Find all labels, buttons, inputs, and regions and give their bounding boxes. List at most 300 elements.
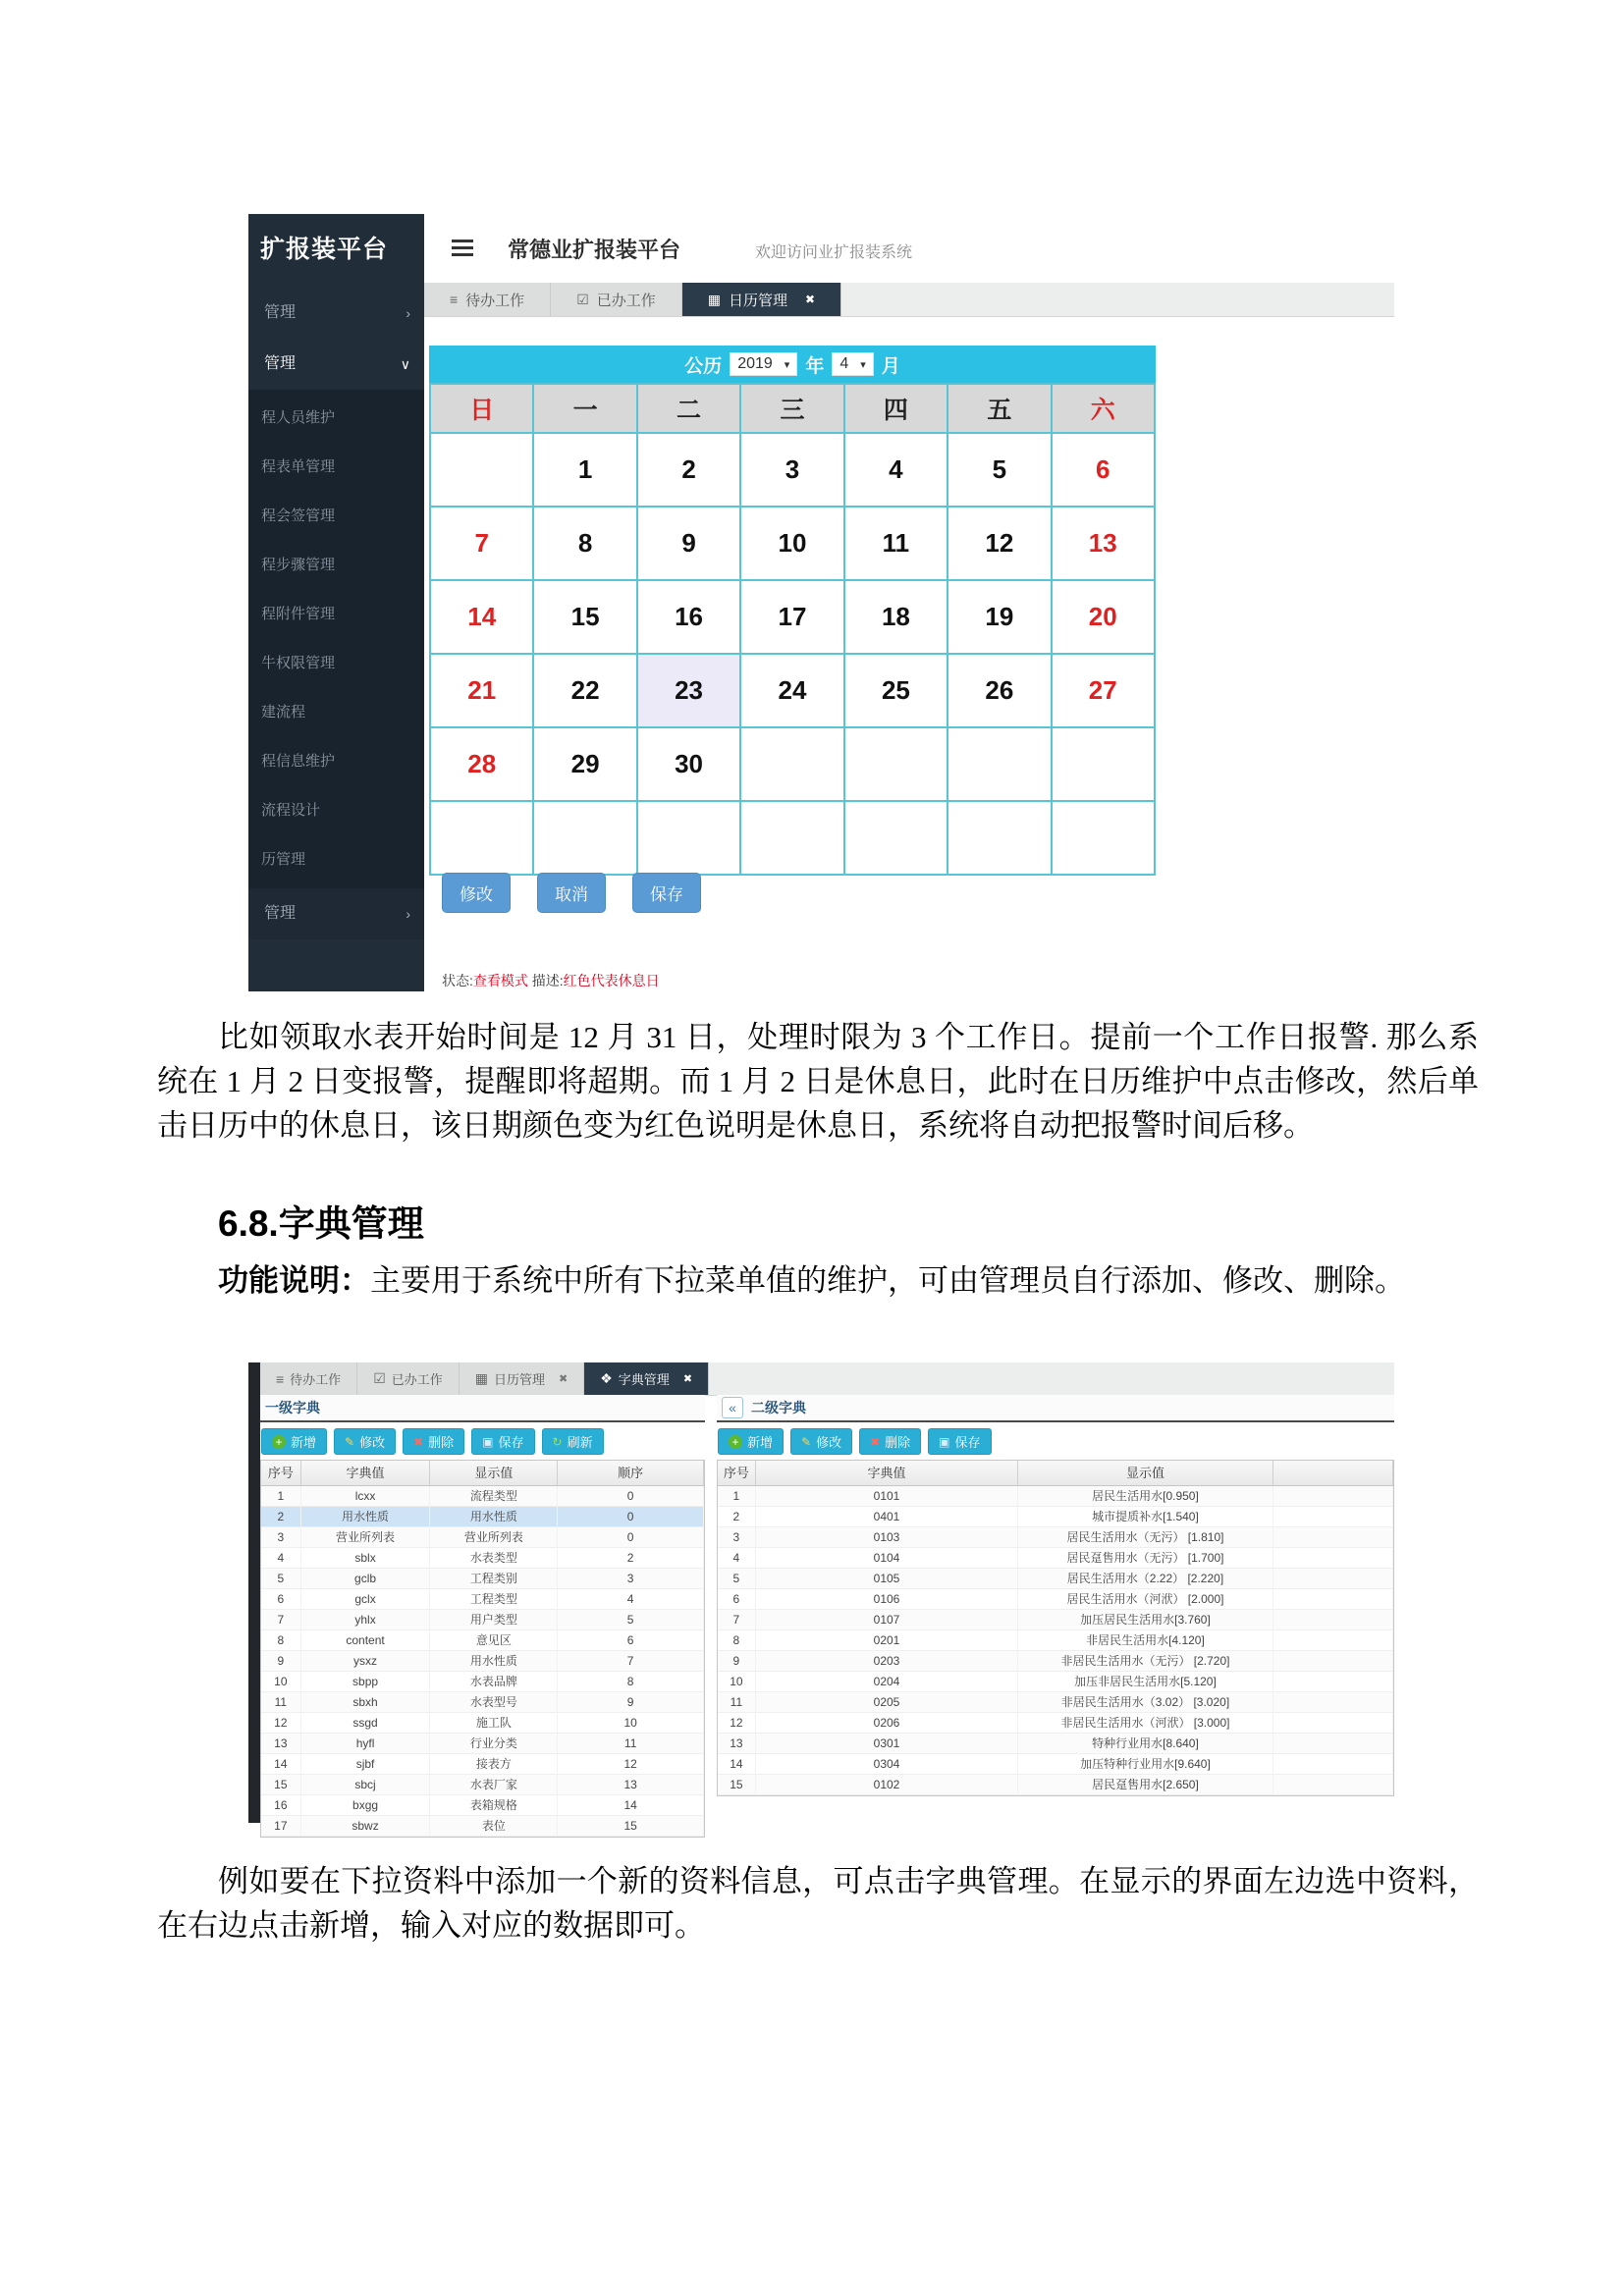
dict-cell: 8 bbox=[558, 1672, 704, 1691]
calendar-week-row bbox=[430, 433, 1155, 507]
day-cell-5[interactable]: 5 bbox=[947, 433, 1051, 507]
dict-cell: 17 bbox=[261, 1816, 301, 1836]
add-icon: + bbox=[272, 1435, 286, 1449]
dict-cell: sbcj bbox=[301, 1775, 431, 1794]
dict-cell: 居民生活用水[0.950] bbox=[1018, 1486, 1272, 1506]
add-button[interactable] bbox=[718, 1428, 784, 1455]
dict-cell: 6 bbox=[261, 1589, 301, 1609]
dict-row[interactable] bbox=[261, 1527, 704, 1548]
day-cell-25[interactable]: 25 bbox=[844, 654, 947, 727]
status-value: 红色代表休息日 bbox=[563, 973, 660, 988]
dict-cell: 13 bbox=[261, 1734, 301, 1753]
dict-cell: 接表方 bbox=[430, 1754, 558, 1774]
empty-day-cell[interactable] bbox=[533, 801, 636, 875]
column-header: 显示值 bbox=[430, 1461, 558, 1485]
sidebar-item-xinxi[interactable] bbox=[248, 737, 424, 786]
column-header: 序号 bbox=[718, 1461, 756, 1485]
save-button[interactable] bbox=[928, 1428, 991, 1455]
empty-day-cell[interactable] bbox=[947, 801, 1051, 875]
sidebar-item-label: 牛权限管理 bbox=[261, 655, 336, 671]
dict-cell: 0 bbox=[558, 1486, 704, 1506]
day-cell-16[interactable]: 16 bbox=[637, 580, 740, 654]
day-cell-11[interactable]: 11 bbox=[844, 507, 947, 580]
year-select[interactable] bbox=[730, 352, 797, 376]
toolbar-button-label: 新增 bbox=[291, 1435, 317, 1450]
empty-day-cell[interactable] bbox=[844, 801, 947, 875]
day-cell-21[interactable]: 21 bbox=[430, 654, 533, 727]
level2-title-label: 二级字典 bbox=[751, 1400, 806, 1415]
dict-cell: 居民趸售用水[2.650] bbox=[1018, 1775, 1272, 1794]
sidebar-item-guanli-1[interactable] bbox=[248, 288, 424, 339]
column-header: 字典值 bbox=[756, 1461, 1018, 1485]
status-line bbox=[442, 971, 660, 990]
edit-button[interactable] bbox=[790, 1428, 852, 1455]
day-of-week-header: 六 bbox=[1052, 384, 1155, 433]
dict-cell: 居民生活用水（河洑） [2.000] bbox=[1018, 1589, 1272, 1609]
dict-row[interactable] bbox=[261, 1651, 704, 1672]
level1-dictionary-panel bbox=[260, 1395, 705, 1838]
list-icon: ≡ bbox=[450, 292, 459, 307]
dict-cell bbox=[1273, 1775, 1393, 1794]
check-icon: ☑ bbox=[373, 1370, 386, 1386]
dict-cell: 5 bbox=[261, 1569, 301, 1588]
dict-cell: 8 bbox=[718, 1630, 756, 1650]
day-cell-3[interactable]: 3 bbox=[740, 433, 843, 507]
dict-cell bbox=[1273, 1589, 1393, 1609]
sidebar-item-label: 程人员维护 bbox=[261, 409, 336, 426]
year-value: 2019 bbox=[737, 355, 773, 372]
sidebar-item-quanxian[interactable] bbox=[248, 639, 424, 688]
sidebar-item-rili[interactable] bbox=[248, 835, 424, 884]
grid-header-row bbox=[261, 1461, 704, 1486]
dict-cell: 15 bbox=[261, 1775, 301, 1794]
calendar-week-row bbox=[430, 727, 1155, 801]
toolbar-button-label: 新增 bbox=[747, 1435, 774, 1450]
dict-cell: 非居民生活用水（河洑） [3.000] bbox=[1018, 1713, 1272, 1733]
tab-done-work[interactable] bbox=[357, 1362, 460, 1395]
dict-cell: 12 bbox=[558, 1754, 704, 1774]
day-cell-4[interactable]: 4 bbox=[844, 433, 947, 507]
paragraph-function-description bbox=[157, 1258, 1479, 1303]
dict-cell: 工程类型 bbox=[430, 1589, 558, 1609]
dict-cell: 7 bbox=[261, 1610, 301, 1629]
dict-cell: 14 bbox=[261, 1754, 301, 1774]
empty-day-cell[interactable] bbox=[430, 433, 533, 507]
empty-day-cell[interactable] bbox=[1052, 727, 1155, 801]
dict-cell bbox=[1273, 1548, 1393, 1568]
dict-cell: 13 bbox=[558, 1775, 704, 1794]
level2-dictionary-grid bbox=[717, 1460, 1394, 1796]
calendar-table bbox=[429, 383, 1156, 876]
dict-cell: 9 bbox=[718, 1651, 756, 1671]
sidebar-submenu bbox=[248, 390, 424, 888]
dict-cell: 10 bbox=[558, 1713, 704, 1733]
dict-cell: 9 bbox=[261, 1651, 301, 1671]
delete-button[interactable] bbox=[859, 1428, 921, 1455]
dictionary-content bbox=[260, 1362, 1394, 1833]
day-cell-15[interactable]: 15 bbox=[533, 580, 636, 654]
empty-day-cell[interactable] bbox=[1052, 801, 1155, 875]
add-button[interactable] bbox=[261, 1428, 327, 1455]
dict-cell: 4 bbox=[261, 1548, 301, 1568]
day-cell-8[interactable]: 8 bbox=[533, 507, 636, 580]
delete-icon: ✖ bbox=[870, 1434, 881, 1449]
dict-cell: 居民趸售用水（无污） [1.700] bbox=[1018, 1548, 1272, 1568]
dict-cell: 加压非居民生活用水[5.120] bbox=[1018, 1672, 1272, 1691]
toolbar-button-label: 删除 bbox=[885, 1435, 911, 1450]
column-header bbox=[1273, 1461, 1393, 1485]
day-cell-23[interactable]: 23 bbox=[637, 654, 740, 727]
day-cell-7[interactable]: 7 bbox=[430, 507, 533, 580]
dict-row[interactable] bbox=[261, 1713, 704, 1734]
dict-row[interactable] bbox=[261, 1630, 704, 1651]
dict-row[interactable] bbox=[718, 1775, 1393, 1795]
dict-row[interactable] bbox=[718, 1507, 1393, 1527]
toolbar-button-label: 保存 bbox=[498, 1435, 524, 1450]
level2-panel-title bbox=[717, 1395, 1394, 1422]
dict-cell: 0107 bbox=[756, 1610, 1018, 1629]
dict-cell: 4 bbox=[558, 1589, 704, 1609]
dict-cell: 0101 bbox=[756, 1486, 1018, 1506]
dict-row[interactable] bbox=[261, 1548, 704, 1569]
dict-cell: sjbf bbox=[301, 1754, 431, 1774]
day-cell-1[interactable]: 1 bbox=[533, 433, 636, 507]
day-cell-20[interactable]: 20 bbox=[1052, 580, 1155, 654]
dict-cell: 特种行业用水[8.640] bbox=[1018, 1734, 1272, 1753]
tab-calendar-management[interactable] bbox=[460, 1362, 584, 1395]
month-unit-label: 月 bbox=[881, 355, 900, 377]
dict-row[interactable] bbox=[261, 1734, 704, 1754]
dict-cell: 0106 bbox=[756, 1589, 1018, 1609]
day-cell-13[interactable]: 13 bbox=[1052, 507, 1155, 580]
empty-day-cell[interactable] bbox=[637, 801, 740, 875]
empty-day-cell[interactable] bbox=[844, 727, 947, 801]
empty-day-cell[interactable] bbox=[740, 801, 843, 875]
dict-cell: 11 bbox=[558, 1734, 704, 1753]
dict-cell: 0201 bbox=[756, 1630, 1018, 1650]
day-cell-12[interactable]: 12 bbox=[947, 507, 1051, 580]
calendar-week-row bbox=[430, 507, 1155, 580]
column-header: 顺序 bbox=[558, 1461, 704, 1485]
dict-row[interactable] bbox=[261, 1569, 704, 1589]
dict-cell: 10 bbox=[261, 1672, 301, 1691]
dict-cell: 流程类型 bbox=[430, 1486, 558, 1506]
empty-day-cell[interactable] bbox=[740, 727, 843, 801]
dict-cell: 6 bbox=[718, 1589, 756, 1609]
sidebar-item-guanli-2[interactable] bbox=[248, 339, 424, 390]
dict-row[interactable] bbox=[261, 1610, 704, 1630]
level2-dictionary-panel bbox=[717, 1395, 1394, 1796]
dict-icon: ❖ bbox=[600, 1370, 613, 1386]
sidebar-item-label: 管理 bbox=[264, 905, 297, 922]
dict-row[interactable] bbox=[718, 1734, 1393, 1754]
save-button[interactable] bbox=[471, 1428, 534, 1455]
dict-cell: 用水性质 bbox=[430, 1651, 558, 1671]
sidebar-item-label: 管理 bbox=[264, 355, 297, 372]
dict-cell: 15 bbox=[718, 1775, 756, 1794]
dict-cell: 3 bbox=[718, 1527, 756, 1547]
dict-cell: 5 bbox=[558, 1610, 704, 1629]
app-title: 常德业扩报装平台 bbox=[508, 238, 681, 262]
save-button[interactable]: 保存 bbox=[632, 873, 701, 913]
dict-cell: gclx bbox=[301, 1589, 431, 1609]
save-icon: ▣ bbox=[482, 1434, 494, 1449]
dict-cell: 0 bbox=[558, 1527, 704, 1547]
dict-cell: 2 bbox=[558, 1548, 704, 1568]
day-cell-17[interactable]: 17 bbox=[740, 580, 843, 654]
dict-cell: 表位 bbox=[430, 1816, 558, 1836]
edit-icon: ✎ bbox=[801, 1434, 812, 1449]
dict-cell: hyfl bbox=[301, 1734, 431, 1753]
level1-title-label: 一级字典 bbox=[265, 1400, 320, 1415]
close-icon[interactable]: ✖ bbox=[682, 1373, 693, 1385]
sidebar-item-label: 历管理 bbox=[261, 851, 306, 868]
close-icon[interactable]: ✖ bbox=[805, 293, 816, 306]
day-cell-14[interactable]: 14 bbox=[430, 580, 533, 654]
dict-row[interactable] bbox=[718, 1651, 1393, 1672]
chevron-down-icon: ∨ bbox=[400, 356, 410, 372]
dict-cell: 居民生活用水（无污） [1.810] bbox=[1018, 1527, 1272, 1547]
tab-label: 待办工作 bbox=[290, 1372, 342, 1387]
dict-cell: 5 bbox=[718, 1569, 756, 1588]
cancel-button[interactable]: 取消 bbox=[537, 873, 606, 913]
day-cell-18[interactable]: 18 bbox=[844, 580, 947, 654]
add-icon: + bbox=[729, 1435, 742, 1449]
dict-row[interactable] bbox=[718, 1630, 1393, 1651]
day-cell-10[interactable]: 10 bbox=[740, 507, 843, 580]
day-cell-29[interactable]: 29 bbox=[533, 727, 636, 801]
tab-label: 已办工作 bbox=[596, 292, 656, 309]
dict-cell: 12 bbox=[261, 1713, 301, 1733]
dict-cell: sbwz bbox=[301, 1816, 431, 1836]
status-label: 状态: bbox=[442, 973, 473, 988]
modify-button[interactable]: 修改 bbox=[442, 873, 511, 913]
edit-button[interactable] bbox=[334, 1428, 396, 1455]
sidebar-menu bbox=[248, 288, 424, 939]
dict-cell: 16 bbox=[261, 1795, 301, 1815]
toolbar-button-label: 保存 bbox=[954, 1435, 981, 1450]
tab-label: 日历管理 bbox=[729, 292, 788, 309]
dict-cell: 3 bbox=[261, 1527, 301, 1547]
month-select[interactable] bbox=[832, 352, 873, 376]
dict-cell: 13 bbox=[718, 1734, 756, 1753]
dict-cell: 水表类型 bbox=[430, 1548, 558, 1568]
dict-cell: 1 bbox=[261, 1486, 301, 1506]
dict-cell: 表箱规格 bbox=[430, 1795, 558, 1815]
sidebar-item-label: 程步骤管理 bbox=[261, 557, 336, 573]
day-cell-28[interactable]: 28 bbox=[430, 727, 533, 801]
dict-cell: 0301 bbox=[756, 1734, 1018, 1753]
paragraph-dictionary-example: 例如要在下拉资料中添加一个新的资料信息，可点击字典管理。在显示的界面左边选中资料，在右边点击新增，输入对应的数据即可。 bbox=[157, 1864, 1479, 1943]
day-of-week-header: 二 bbox=[637, 384, 740, 433]
tab-calendar-management[interactable] bbox=[682, 283, 841, 316]
dict-row[interactable] bbox=[718, 1754, 1393, 1775]
toolbar-button-label: 刷新 bbox=[567, 1435, 593, 1450]
dict-cell: 0105 bbox=[756, 1569, 1018, 1588]
close-icon[interactable]: ✖ bbox=[559, 1373, 568, 1385]
dict-cell bbox=[1273, 1713, 1393, 1733]
tab-bar bbox=[424, 283, 1394, 317]
day-of-week-header: 四 bbox=[844, 384, 947, 433]
collapse-panel-icon[interactable]: « bbox=[722, 1397, 743, 1418]
column-header: 显示值 bbox=[1018, 1461, 1272, 1485]
dict-row[interactable] bbox=[718, 1589, 1393, 1610]
dict-cell: 6 bbox=[558, 1630, 704, 1650]
dict-cell: 7 bbox=[718, 1610, 756, 1629]
sidebar-item-liucheng[interactable] bbox=[248, 688, 424, 737]
sidebar-item-guanli-3[interactable] bbox=[248, 888, 424, 939]
dict-cell: 0203 bbox=[756, 1651, 1018, 1671]
dict-cell bbox=[1273, 1672, 1393, 1691]
save-icon: ▣ bbox=[939, 1434, 950, 1449]
dict-row[interactable] bbox=[261, 1754, 704, 1775]
dict-row[interactable] bbox=[261, 1589, 704, 1610]
toolbar-button-label: 修改 bbox=[359, 1435, 386, 1450]
paragraph-calendar-example: 比如领取水表开始时间是 12 月 31 日，处理时限为 3 个工作日。提前一个工作日报警. 那么系统在 1 月 2 日变报警，提醒即将超期。而 1 月 2 日是休息日，此时在日历维护中点击修改，然后单击日历中的休息日，该日期颜色变为红色说明是休息日，系统将自动把报警时间后移。 bbox=[157, 1020, 1479, 1143]
dict-row[interactable] bbox=[718, 1672, 1393, 1692]
day-cell-30[interactable]: 30 bbox=[637, 727, 740, 801]
dict-cell: 加压居民生活用水[3.760] bbox=[1018, 1610, 1272, 1629]
dict-row[interactable] bbox=[261, 1486, 704, 1507]
sidebar-item-biaodan[interactable] bbox=[248, 443, 424, 492]
tab-done-work[interactable] bbox=[551, 283, 682, 316]
dict-cell bbox=[1273, 1486, 1393, 1506]
dict-row[interactable] bbox=[261, 1692, 704, 1713]
dict-cell: yhlx bbox=[301, 1610, 431, 1629]
day-cell-27[interactable]: 27 bbox=[1052, 654, 1155, 727]
dict-cell: 行业分类 bbox=[430, 1734, 558, 1753]
dict-cell: sbxh bbox=[301, 1692, 431, 1712]
refresh-button[interactable] bbox=[542, 1428, 604, 1455]
collapsed-sidebar-strip bbox=[248, 1362, 260, 1823]
hamburger-menu-icon[interactable] bbox=[452, 246, 473, 249]
dict-cell bbox=[1273, 1692, 1393, 1712]
dict-cell: 9 bbox=[558, 1692, 704, 1712]
dict-cell: gclb bbox=[301, 1569, 431, 1588]
dict-cell: content bbox=[301, 1630, 431, 1650]
dict-cell: 意见区 bbox=[430, 1630, 558, 1650]
delete-icon: ✖ bbox=[413, 1434, 424, 1449]
day-of-week-header: 一 bbox=[533, 384, 636, 433]
tab-label: 待办工作 bbox=[465, 292, 525, 309]
dict-cell: 非居民生活用水（无污） [2.720] bbox=[1018, 1651, 1272, 1671]
dict-cell: 0304 bbox=[756, 1754, 1018, 1774]
dict-cell: 用户类型 bbox=[430, 1610, 558, 1629]
delete-button[interactable] bbox=[403, 1428, 464, 1455]
dict-cell: 非居民生活用水[4.120] bbox=[1018, 1630, 1272, 1650]
sidebar-item-fujian[interactable] bbox=[248, 590, 424, 639]
dict-cell: 工程类别 bbox=[430, 1569, 558, 1588]
dict-row[interactable] bbox=[718, 1486, 1393, 1507]
sidebar-item-label: 管理 bbox=[264, 304, 297, 321]
day-cell-26[interactable]: 26 bbox=[947, 654, 1051, 727]
app-subtitle: 欢迎访问业扩报装系统 bbox=[755, 244, 913, 261]
edit-icon: ✎ bbox=[345, 1434, 355, 1449]
day-cell-19[interactable]: 19 bbox=[947, 580, 1051, 654]
day-cell-22[interactable]: 22 bbox=[533, 654, 636, 727]
dictionary-screenshot bbox=[248, 1362, 1394, 1833]
sidebar-item-buzhou[interactable] bbox=[248, 541, 424, 590]
list-icon: ≡ bbox=[276, 1370, 285, 1387]
dict-cell: 15 bbox=[558, 1816, 704, 1836]
calendar-content bbox=[424, 317, 1394, 991]
dict-cell: 营业所列表 bbox=[301, 1527, 431, 1547]
toolbar-button-label: 修改 bbox=[816, 1435, 842, 1450]
day-cell-9[interactable]: 9 bbox=[637, 507, 740, 580]
tab-dictionary-management[interactable] bbox=[584, 1362, 709, 1395]
day-cell-6[interactable]: 6 bbox=[1052, 433, 1155, 507]
day-cell-2[interactable]: 2 bbox=[637, 433, 740, 507]
dict-cell: 0104 bbox=[756, 1548, 1018, 1568]
sidebar-item-label: 流程设计 bbox=[261, 802, 321, 819]
dict-row[interactable] bbox=[718, 1692, 1393, 1713]
dict-cell: 加压特种行业用水[9.640] bbox=[1018, 1754, 1272, 1774]
dict-row[interactable] bbox=[261, 1775, 704, 1795]
topbar bbox=[424, 214, 1394, 283]
tab-label: 字典管理 bbox=[618, 1372, 670, 1387]
day-cell-24[interactable]: 24 bbox=[740, 654, 843, 727]
dict-cell: ssgd bbox=[301, 1713, 431, 1733]
dict-row[interactable] bbox=[718, 1610, 1393, 1630]
day-of-week-header: 五 bbox=[947, 384, 1051, 433]
dict-cell: 0204 bbox=[756, 1672, 1018, 1691]
dict-cell: 2 bbox=[261, 1507, 301, 1526]
dict-row[interactable] bbox=[718, 1527, 1393, 1548]
empty-day-cell[interactable] bbox=[947, 727, 1051, 801]
dict-cell: 水表厂家 bbox=[430, 1775, 558, 1794]
sidebar-item-sheji[interactable] bbox=[248, 786, 424, 835]
dict-row[interactable] bbox=[261, 1816, 704, 1837]
calendar-icon: ▦ bbox=[474, 1370, 488, 1386]
dict-cell bbox=[1273, 1754, 1393, 1774]
sidebar-item-label: 程附件管理 bbox=[261, 606, 336, 622]
dict-cell: 11 bbox=[718, 1692, 756, 1712]
dict-cell bbox=[1273, 1610, 1393, 1629]
dict-cell: lcxx bbox=[301, 1486, 431, 1506]
dict-row[interactable] bbox=[718, 1713, 1393, 1734]
level1-panel-title bbox=[260, 1395, 705, 1422]
dict-row[interactable] bbox=[261, 1507, 704, 1527]
sidebar-item-renyuan[interactable] bbox=[248, 394, 424, 443]
calendar-screenshot bbox=[248, 214, 1394, 991]
empty-day-cell[interactable] bbox=[430, 801, 533, 875]
dict-row[interactable] bbox=[261, 1795, 704, 1816]
dict-cell bbox=[1273, 1630, 1393, 1650]
dict-cell: 14 bbox=[558, 1795, 704, 1815]
tab-todo-work[interactable] bbox=[260, 1362, 357, 1395]
sidebar-item-label: 程表单管理 bbox=[261, 458, 336, 475]
dict-row[interactable] bbox=[261, 1672, 704, 1692]
tab-todo-work[interactable] bbox=[424, 283, 551, 316]
dict-row[interactable] bbox=[718, 1569, 1393, 1589]
dict-cell: 7 bbox=[558, 1651, 704, 1671]
sidebar-item-huiqian[interactable] bbox=[248, 492, 424, 541]
dict-row[interactable] bbox=[718, 1548, 1393, 1569]
month-value: 4 bbox=[839, 355, 849, 372]
dict-cell bbox=[1273, 1734, 1393, 1753]
dict-cell: 居民生活用水（2.22） [2.220] bbox=[1018, 1569, 1272, 1588]
dict-cell: 用水性质 bbox=[301, 1507, 431, 1526]
dict-cell: 0205 bbox=[756, 1692, 1018, 1712]
chevron-right-icon: › bbox=[406, 305, 410, 321]
dict-cell: 0206 bbox=[756, 1713, 1018, 1733]
era-label: 公历 bbox=[684, 355, 723, 377]
day-of-week-header: 日 bbox=[430, 384, 533, 433]
dict-cell bbox=[1273, 1507, 1393, 1526]
dict-cell: 0401 bbox=[756, 1507, 1018, 1526]
sidebar-title: 扩报装平台 bbox=[260, 236, 389, 263]
caret-down-icon: ▾ bbox=[784, 358, 790, 371]
